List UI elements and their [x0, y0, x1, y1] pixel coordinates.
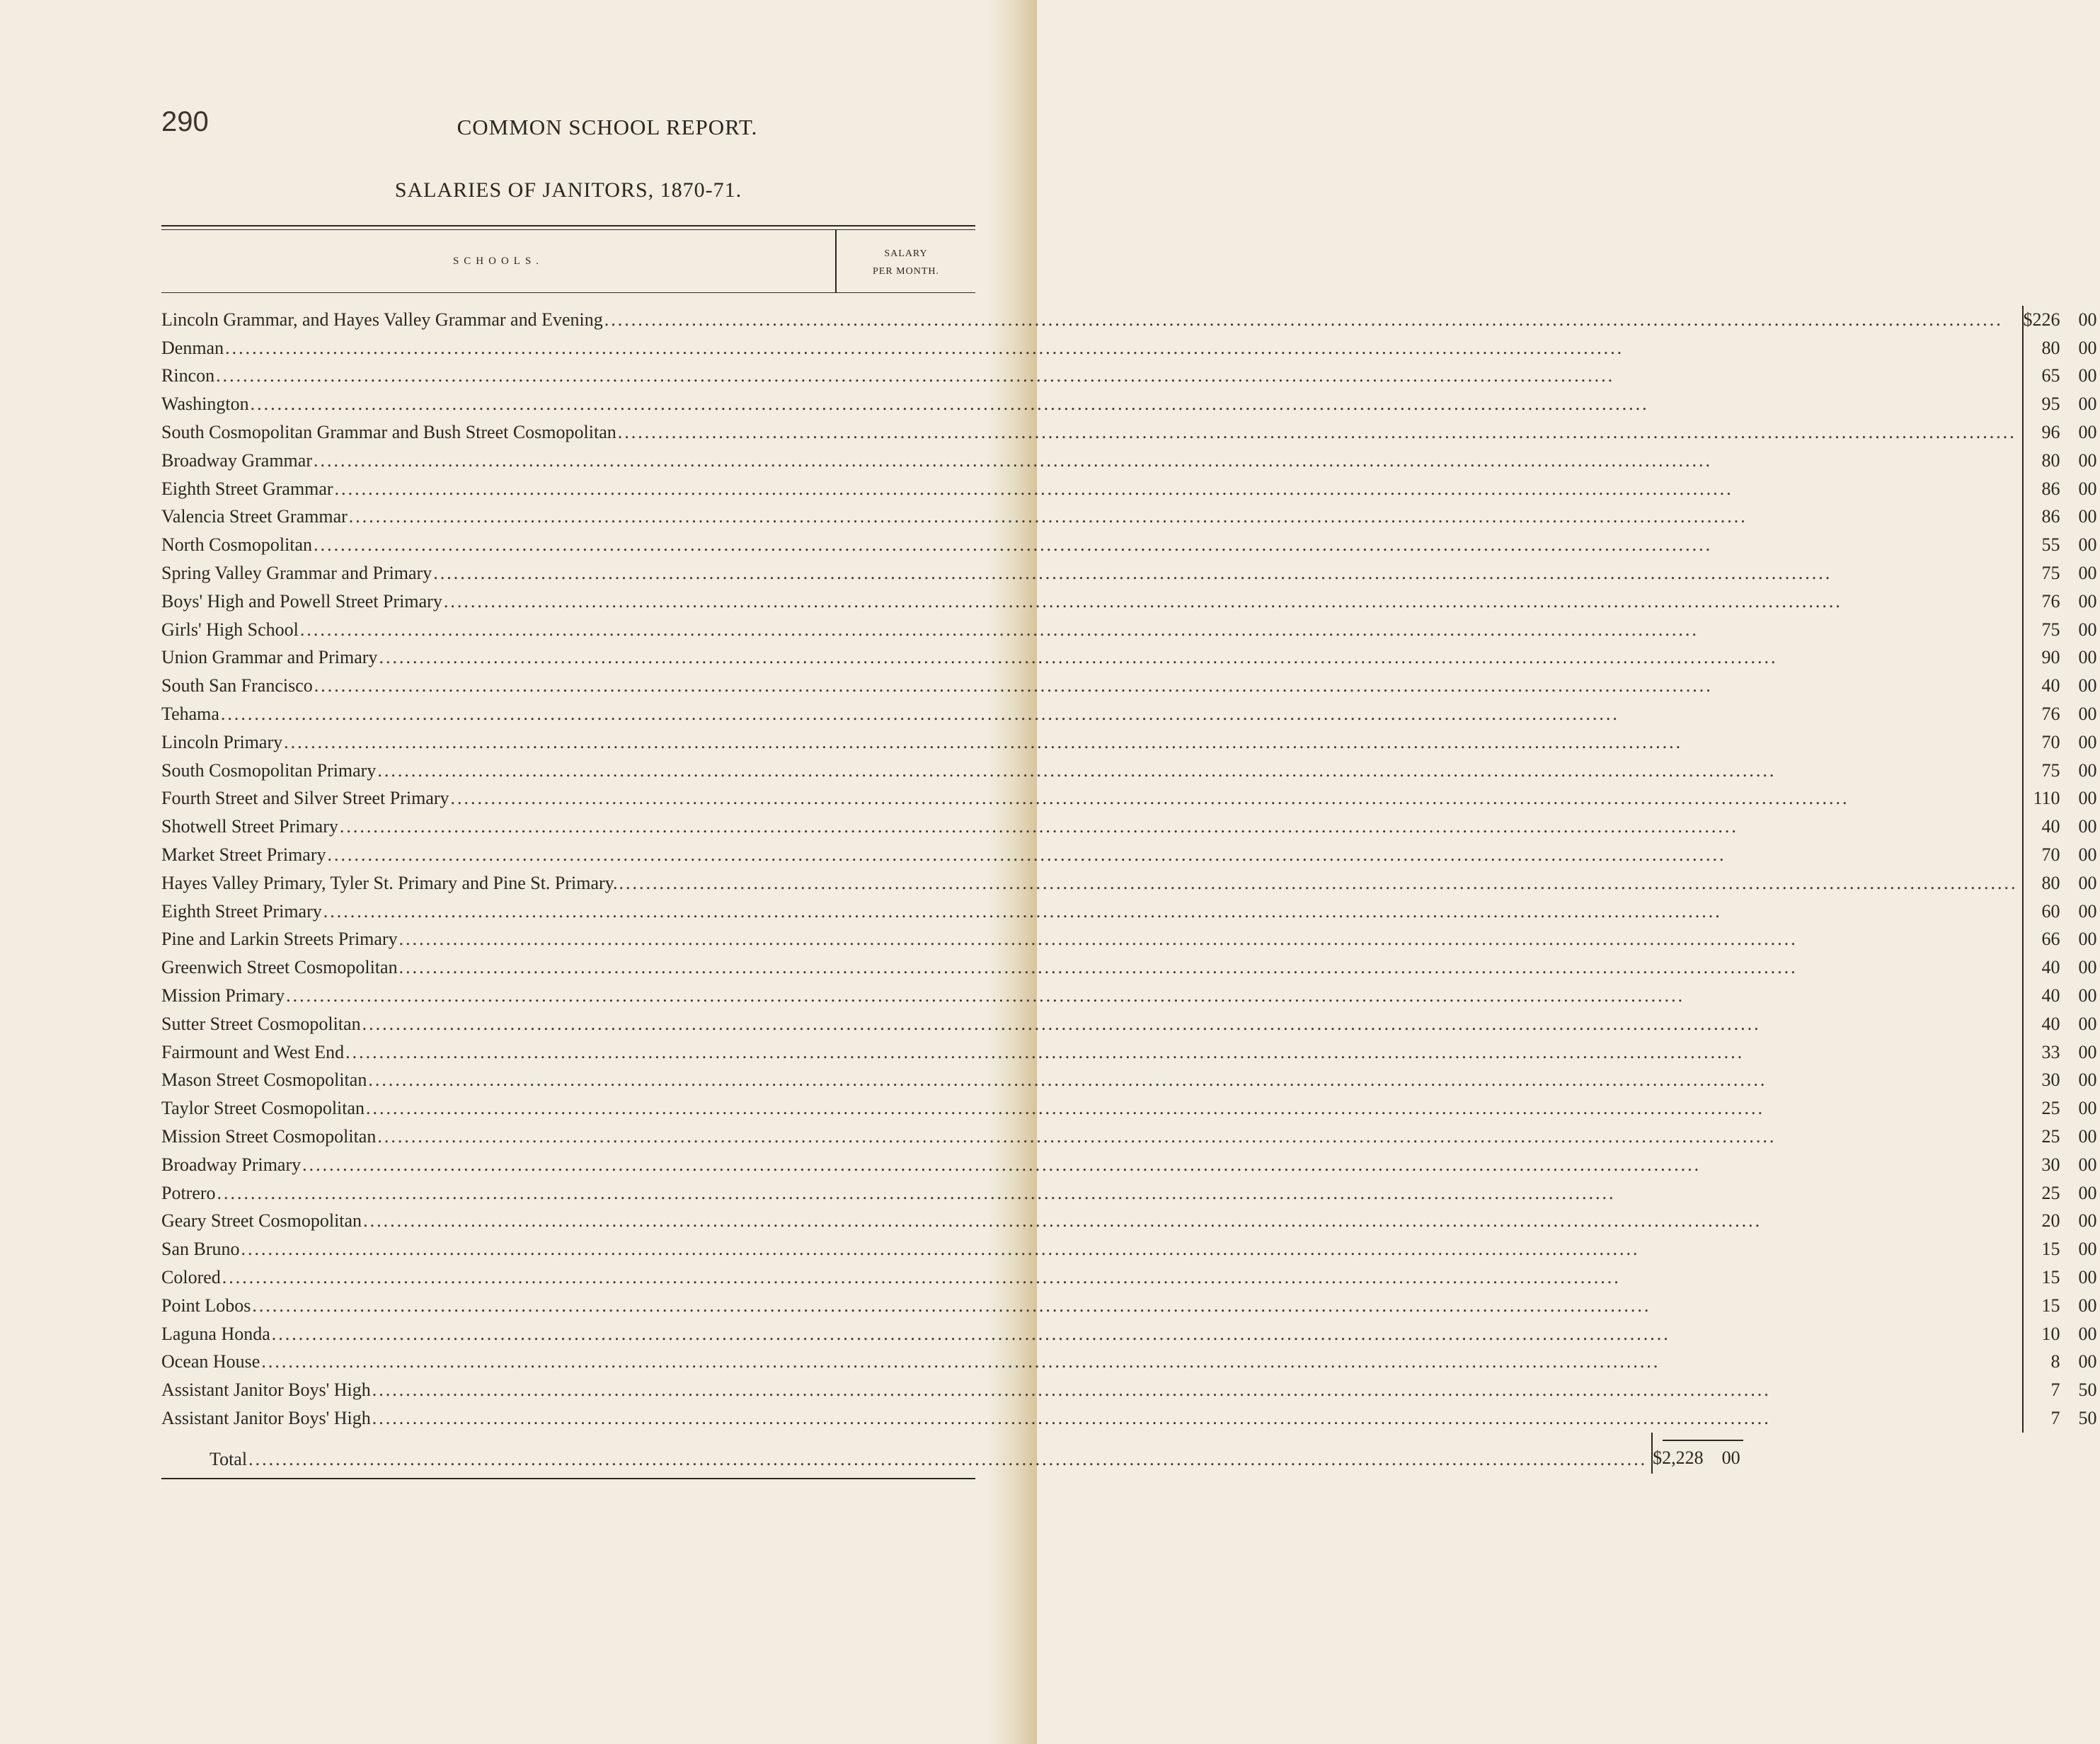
table-row	[161, 644, 2018, 672]
salary-dollars: 75	[2041, 759, 2060, 781]
school-name: Ocean House	[161, 1351, 260, 1372]
salary-dollars: 40	[2041, 675, 2060, 696]
school-name: Boys' High and Powell Street Primary	[161, 590, 442, 612]
salary-dollars: 70	[2041, 731, 2060, 752]
salary-cents: 00	[2078, 816, 2097, 837]
salary-cell	[2024, 418, 2100, 447]
salary-cell	[2024, 1123, 2100, 1151]
salary-cell	[2024, 841, 2100, 869]
salary-dollars: 8	[2050, 1351, 2060, 1372]
salary-cell	[2024, 728, 2100, 757]
salary-cell	[2024, 1179, 2100, 1207]
salary-cell	[2024, 982, 2100, 1010]
salary-dollars: 95	[2041, 394, 2060, 415]
salary-dollars: 75	[2041, 563, 2060, 584]
dot-leader	[442, 591, 2018, 612]
table-row	[161, 953, 2018, 982]
salary-cell	[2024, 1376, 2100, 1404]
salary-dollars: 7	[2050, 1407, 2060, 1428]
table-row	[161, 1348, 2018, 1376]
salary-cents: 00	[2078, 309, 2097, 330]
table-row	[161, 1376, 2018, 1404]
table-row	[161, 559, 2018, 587]
salary-cell	[2024, 644, 2100, 672]
salary-dollars: 66	[2041, 929, 2060, 950]
salaries-table	[161, 225, 2097, 1479]
salary-cell	[2024, 1263, 2100, 1292]
salary-dollars: 25	[2041, 1098, 2060, 1119]
salary-cents: 00	[2078, 985, 2097, 1006]
salary-cents: 00	[2078, 844, 2097, 866]
salary-dollars: 110	[2033, 788, 2060, 809]
salary-cents: 00	[2078, 590, 2097, 612]
table-row	[161, 757, 2018, 785]
salary-cell	[2024, 475, 2100, 503]
salary-cents: 00	[2078, 1154, 2097, 1175]
table-row	[161, 1320, 2018, 1348]
salary-cents: 00	[2078, 929, 2097, 950]
salary-cell	[2024, 757, 2100, 785]
school-name: Point Lobos	[161, 1295, 251, 1316]
salary-cell	[2024, 1235, 2100, 1263]
salary-dollars: 70	[2041, 844, 2060, 866]
page-header	[161, 106, 975, 149]
school-name: Market Street Primary	[161, 844, 326, 866]
salary-cell	[2024, 362, 2100, 391]
total-dollars: $2,228	[1653, 1447, 1704, 1468]
dot-leader	[249, 394, 2018, 415]
salary-dollars: 96	[2041, 422, 2060, 443]
table-row	[161, 1010, 2018, 1038]
school-name: Shotwell Street Primary	[161, 816, 338, 837]
dot-leader	[362, 1210, 2017, 1232]
school-name: Washington	[161, 394, 249, 415]
table-row	[161, 616, 2018, 644]
dot-leader	[333, 478, 2018, 500]
school-name: South Cosmopolitan Primary	[161, 759, 377, 781]
salary-cell	[2024, 447, 2100, 475]
salary-dollars: 15	[2041, 1239, 2060, 1260]
dot-leader	[616, 422, 2018, 443]
dot-leader	[322, 901, 2018, 922]
table-title: SALARIES OF JANITORS, 1870-71.	[394, 178, 742, 202]
dot-leader	[371, 1379, 2018, 1401]
dot-leader	[618, 873, 2018, 894]
bottom-rule	[161, 1478, 975, 1479]
school-name: Fairmount and West End	[161, 1041, 345, 1062]
total-cents: 00	[1721, 1447, 1740, 1468]
salary-cents: 00	[2078, 704, 2097, 725]
salary-cents: 00	[2078, 1069, 2097, 1091]
school-name: Mason Street Cosmopolitan	[161, 1069, 367, 1091]
salary-dollars: 80	[2041, 872, 2060, 893]
salary-cents: 00	[2078, 534, 2097, 556]
salary-cents: 00	[2078, 1126, 2097, 1147]
salary-cell	[2024, 1067, 2100, 1095]
table-row	[161, 728, 2018, 757]
salary-cents: 00	[2078, 563, 2097, 584]
school-name: Spring Valley Grammar and Primary	[161, 563, 432, 584]
school-name: Valencia Street Grammar	[161, 506, 348, 527]
table-row	[161, 503, 2018, 532]
salary-dollars: 90	[2041, 647, 2060, 668]
table-row	[161, 531, 2018, 559]
column-header-salary	[837, 230, 975, 292]
salary-cell	[2024, 306, 2100, 334]
salary-cents: 00	[2078, 449, 2097, 471]
running-head: COMMON SCHOOL REPORT.	[457, 115, 758, 139]
salary-cents: 00	[2078, 872, 2097, 893]
salary-cell	[2024, 813, 2100, 841]
dot-leader	[224, 338, 2017, 359]
salary-column	[2024, 306, 2100, 1433]
table-row	[161, 390, 2018, 418]
salary-cell	[2024, 503, 2100, 532]
salary-dollars: 80	[2041, 337, 2060, 358]
table-row	[161, 700, 2018, 728]
table-row	[161, 1263, 2018, 1292]
table-row	[161, 1179, 2018, 1207]
salary-cell	[2024, 869, 2100, 897]
school-name: North Cosmopolitan	[161, 534, 313, 556]
table-row	[161, 926, 2018, 954]
salary-cell	[2024, 1404, 2100, 1433]
school-name: Sutter Street Cosmopolitan	[161, 1013, 361, 1034]
school-name: South San Francisco	[161, 675, 313, 696]
dot-leader	[371, 1408, 2018, 1429]
salary-cell	[2024, 1292, 2100, 1320]
salary-cents: 00	[2078, 422, 2097, 443]
table-row	[161, 1067, 2018, 1095]
dot-leader	[449, 788, 2018, 809]
school-name: Fourth Street and Silver Street Primary	[161, 788, 449, 809]
school-name: Eighth Street Grammar	[161, 478, 333, 499]
school-name: Lincoln Primary	[161, 731, 283, 752]
school-name: Potrero	[161, 1182, 216, 1203]
salary-cell	[2024, 587, 2100, 616]
salary-cents: 00	[2078, 1013, 2097, 1034]
dot-leader	[398, 957, 2018, 978]
table-row	[161, 982, 2018, 1010]
dot-leader	[377, 647, 2017, 668]
dot-leader	[214, 365, 2017, 386]
dot-leader	[216, 1183, 2018, 1204]
school-name: Eighth Street Primary	[161, 900, 322, 922]
table-row	[161, 785, 2018, 813]
table-row	[161, 672, 2018, 700]
dot-leader	[344, 1042, 2017, 1063]
school-name: Denman	[161, 337, 224, 358]
table-row	[161, 1038, 2018, 1067]
total-label-cell	[161, 1433, 1653, 1474]
salary-dollars: 40	[2041, 816, 2060, 837]
salary-cell	[2024, 953, 2100, 982]
salary-cents: 00	[2078, 647, 2097, 668]
salary-dollars: 30	[2041, 1154, 2060, 1175]
salary-cents: 00	[2078, 759, 2097, 781]
dot-leader	[398, 929, 2018, 950]
column-header-schools: SCHOOLS.	[161, 230, 837, 292]
salary-cents: 00	[2078, 1266, 2097, 1287]
table-row	[161, 1235, 2018, 1263]
dot-leader	[247, 1449, 1647, 1470]
salary-cents: 50	[2078, 1407, 2097, 1428]
salary-cents: 00	[2078, 731, 2097, 752]
school-name: Girls' High School	[161, 619, 299, 640]
salary-cell	[2024, 334, 2100, 362]
school-name: Rincon	[161, 365, 215, 386]
dot-leader	[240, 1239, 2018, 1260]
dot-leader	[219, 704, 2018, 725]
salary-cell	[2024, 1094, 2100, 1123]
dot-leader	[312, 450, 2018, 471]
school-name: Tehama	[161, 704, 219, 725]
school-name: Colored	[161, 1266, 221, 1287]
table-row	[161, 813, 2018, 841]
table-row	[161, 418, 2018, 447]
salary-cents: 50	[2078, 1379, 2097, 1401]
salary-cents: 00	[2078, 619, 2097, 640]
salary-cents: 00	[2078, 1210, 2097, 1232]
salary-cell	[2024, 1151, 2100, 1179]
salary-dollars: 40	[2041, 985, 2060, 1006]
table-row	[161, 362, 2018, 391]
school-name: South Cosmopolitan Grammar and Bush Street Cosmopolitan	[161, 422, 616, 443]
dot-leader	[260, 1351, 2017, 1372]
table-row	[161, 1151, 2018, 1179]
salary-cents: 00	[2078, 1041, 2097, 1062]
salary-cell	[2024, 1038, 2100, 1067]
table-body	[161, 293, 2097, 1433]
salary-dollars: 76	[2041, 590, 2060, 612]
total-amount-cell	[1653, 1433, 1743, 1474]
salary-dollars: 15	[2041, 1266, 2060, 1287]
table-row	[161, 869, 2018, 897]
school-name: Lincoln Grammar, and Hayes Valley Grammar and Evening	[161, 309, 603, 330]
table-row	[161, 1094, 2018, 1123]
dot-leader	[251, 1295, 2017, 1316]
salary-dollars: 20	[2041, 1210, 2060, 1232]
salary-cell	[2024, 785, 2100, 813]
column-header-salary-line2: PER MONTH.	[872, 266, 939, 277]
table-row	[161, 1292, 2018, 1320]
table-row	[161, 475, 2018, 503]
salary-cents: 00	[2078, 506, 2097, 527]
school-name: Laguna Honda	[161, 1323, 270, 1344]
salary-cell	[2024, 926, 2100, 954]
dot-leader	[285, 985, 2017, 1006]
salary-cents: 00	[2078, 478, 2097, 499]
salary-cents: 00	[2078, 1098, 2097, 1119]
total-row	[161, 1433, 1740, 1474]
dot-leader	[299, 619, 2018, 641]
salary-cents: 00	[2078, 337, 2097, 358]
school-name: Mission Primary	[161, 985, 285, 1006]
table-row	[161, 306, 2018, 334]
salary-cell	[2024, 700, 2100, 728]
salary-dollars: 25	[2041, 1182, 2060, 1203]
salary-cents: 00	[2078, 1351, 2097, 1372]
school-name: Taylor Street Cosmopolitan	[161, 1098, 365, 1119]
dot-leader	[270, 1324, 2018, 1345]
dot-leader	[376, 1126, 2017, 1147]
schools-column	[161, 306, 2024, 1433]
dot-leader	[432, 563, 2017, 584]
salary-cents: 00	[2078, 1239, 2097, 1260]
dot-leader	[603, 309, 2018, 331]
table-header-row	[161, 230, 975, 293]
salary-dollars: 40	[2041, 1013, 2060, 1034]
salary-cell	[2024, 531, 2100, 559]
school-name: Broadway Grammar	[161, 449, 312, 471]
salary-cents: 00	[2078, 788, 2097, 809]
page-number: 290	[161, 106, 209, 137]
salary-cents: 00	[2078, 365, 2097, 386]
salary-dollars: 25	[2041, 1126, 2060, 1147]
dot-leader	[361, 1014, 2018, 1035]
salary-cell	[2024, 390, 2100, 418]
salary-dollars: 86	[2041, 478, 2060, 499]
salary-dollars: 10	[2041, 1323, 2060, 1344]
top-double-rule	[161, 225, 975, 230]
table-row	[161, 1404, 2018, 1433]
dot-leader	[221, 1267, 2018, 1288]
salary-dollars: 40	[2041, 957, 2060, 978]
salary-dollars: 7	[2050, 1379, 2060, 1401]
school-name: Assistant Janitor Boys' High	[161, 1379, 371, 1401]
dot-leader	[301, 1154, 2017, 1176]
salary-dollars: 86	[2041, 506, 2060, 527]
salary-cell	[2024, 1320, 2100, 1348]
table-row	[161, 334, 2018, 362]
salary-cell	[2024, 897, 2100, 926]
school-name: Mission Street Cosmopolitan	[161, 1126, 377, 1147]
table-row	[161, 587, 2018, 616]
dot-leader	[365, 1098, 2017, 1119]
salary-dollars: 30	[2041, 1069, 2060, 1091]
dot-leader	[376, 760, 2017, 781]
school-name: Pine and Larkin Streets Primary	[161, 929, 398, 950]
school-name: Broadway Primary	[161, 1154, 302, 1175]
salary-dollars: 65	[2041, 365, 2060, 386]
salary-cents: 00	[2078, 900, 2097, 922]
salary-cell	[2024, 672, 2100, 700]
salary-cell	[2024, 616, 2100, 644]
salary-cents: 00	[2078, 394, 2097, 415]
table-row	[161, 897, 2018, 926]
salary-dollars: 80	[2041, 449, 2060, 471]
salary-cents: 00	[2078, 675, 2097, 696]
dot-leader	[312, 534, 2017, 556]
salary-cents: 00	[2078, 1295, 2097, 1316]
school-name: Geary Street Cosmopolitan	[161, 1210, 362, 1232]
table-row	[161, 1123, 2018, 1151]
salary-cents: 00	[2078, 957, 2097, 978]
salary-dollars: 55	[2041, 534, 2060, 556]
dot-leader	[367, 1069, 2017, 1091]
table-row	[161, 1207, 2018, 1236]
salary-cell	[2024, 1010, 2100, 1038]
school-name: San Bruno	[161, 1239, 240, 1260]
school-name: Assistant Janitor Boys' High	[161, 1407, 371, 1428]
salary-cents: 00	[2078, 1323, 2097, 1344]
school-name: Hayes Valley Primary, Tyler St. Primary and Pine St. Primary.	[161, 872, 618, 893]
salary-cents: 00	[2078, 1182, 2097, 1203]
salary-cell	[2024, 559, 2100, 587]
table-row	[161, 841, 2018, 869]
salary-dollars: 15	[2041, 1295, 2060, 1316]
dot-leader	[282, 732, 2017, 753]
salary-dollars: $226	[2023, 309, 2060, 330]
column-header-salary-line1: SALARY	[884, 248, 928, 259]
dot-leader	[313, 675, 2018, 696]
dot-leader	[338, 816, 2018, 837]
salary-dollars: 76	[2041, 704, 2060, 725]
school-name: Union Grammar and Primary	[161, 647, 378, 668]
dot-leader	[348, 506, 2018, 527]
salary-dollars: 75	[2041, 619, 2060, 640]
salary-cell	[2024, 1207, 2100, 1236]
salary-cell	[2024, 1348, 2100, 1376]
table-row	[161, 447, 2018, 475]
school-name: Greenwich Street Cosmopolitan	[161, 957, 398, 978]
dot-leader	[326, 844, 2018, 866]
total-label: Total	[210, 1448, 248, 1469]
salary-dollars: 60	[2041, 900, 2060, 922]
salary-dollars: 33	[2041, 1041, 2060, 1062]
